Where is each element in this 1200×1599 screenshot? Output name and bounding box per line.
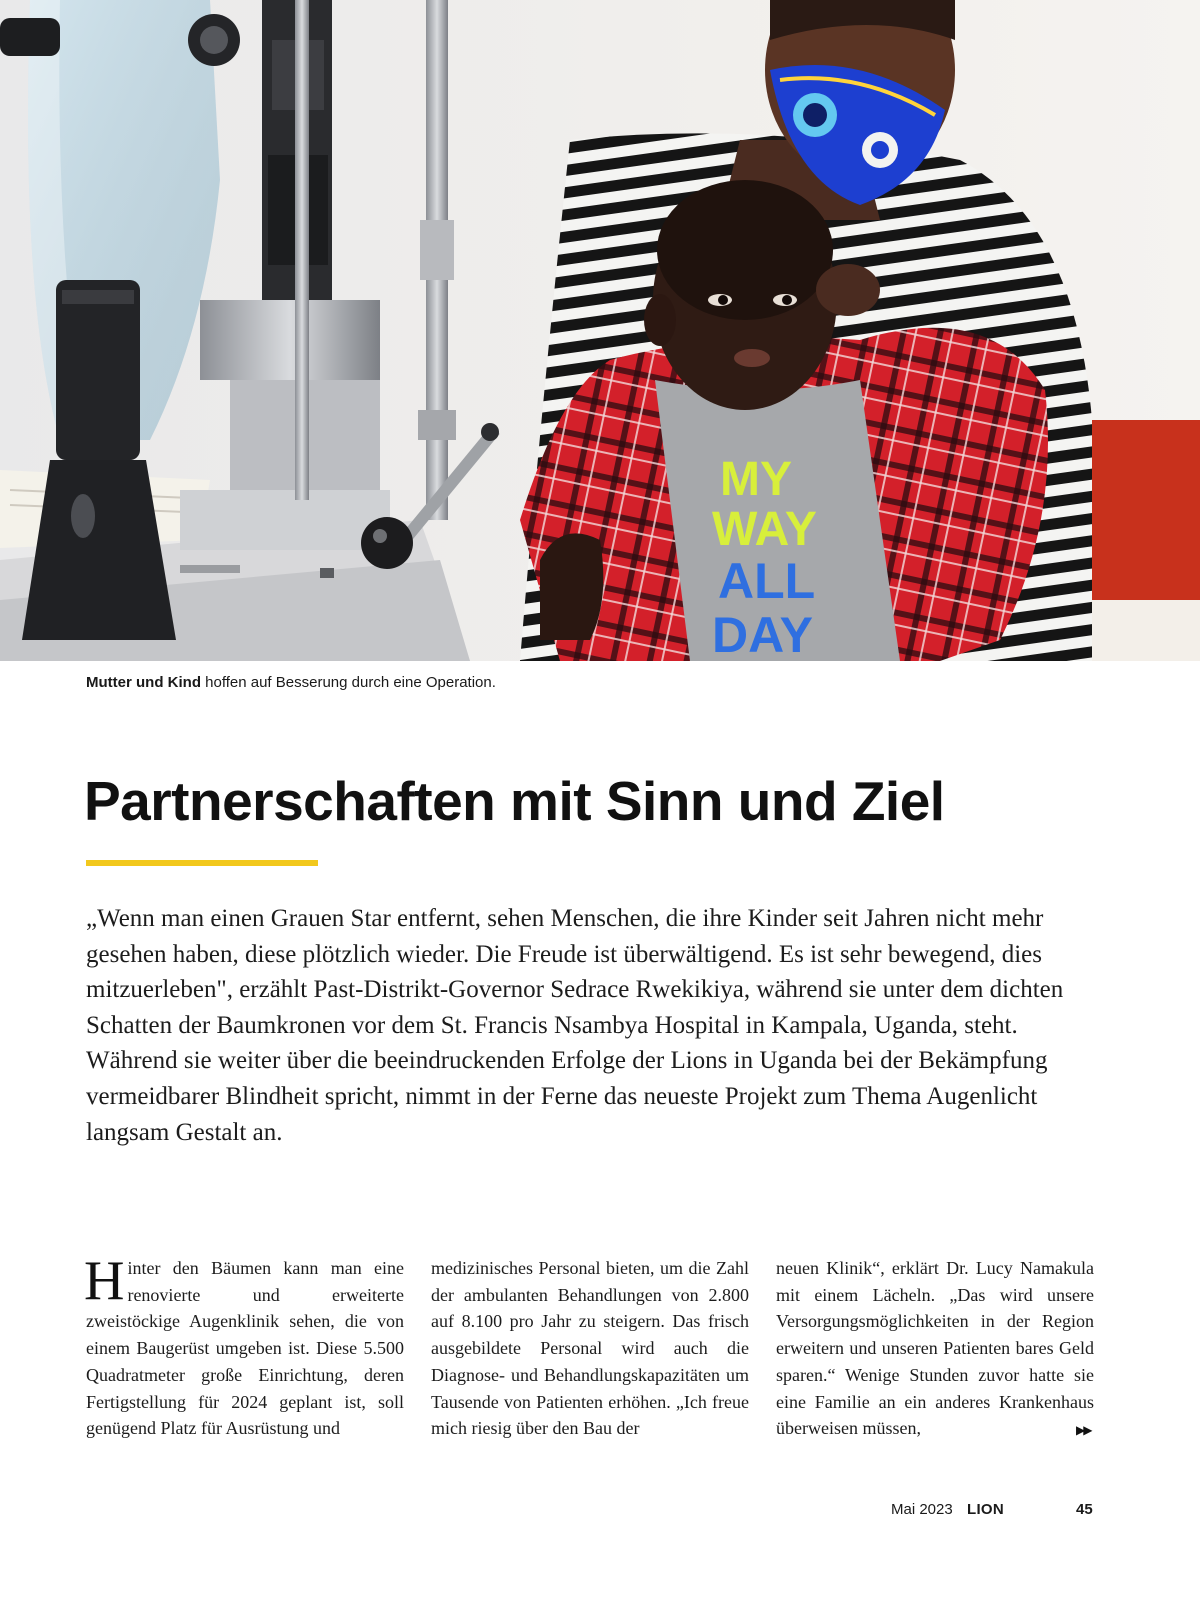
hero-photo bbox=[0, 0, 1200, 661]
page-number: 45 bbox=[1076, 1501, 1093, 1518]
body-column-3: neuen Klinik“, erklärt Dr. Lucy Namakula mit einem Lächeln. „Das wird unsere Versorgungsmöglichkeiten in der Region erweitern und unseren Patienten bares Geld sparen.“ Wenige Stunden zuvor hatte sie eine Familie an ein anderes Krankenhaus überweisen müssen, bbox=[776, 1258, 1094, 1439]
article-headline: Partnerschaften mit Sinn und Ziel bbox=[84, 770, 945, 832]
caption-lead-in: Mutter und Kind bbox=[86, 674, 201, 691]
shirt-print-line-2: WAY bbox=[712, 503, 817, 556]
article-lead: „Wenn man einen Grauen Star entfernt, sehen Menschen, die ihre Kinder seit Jahren nicht mehr gesehen haben, diese plötzlich wieder. Die Freude ist überwältigend. Es ist sehr bewegend, dies mitzuerleben", erzählt Past-Distrikt-Governor Sedrace Rwekikiya, während sie unter dem dichten Schatten der Baumkronen vor dem St. Francis Nsambya Hospital in Kampala, Uganda, steht. Während sie weiter über die beeindruckenden Erfolge der Lions in Uganda bei der Bekämpfung vermeidbarer Blindheit spricht, nimmt in der Ferne das neueste Projekt zum Thema Augenlicht langsam Gestalt an. bbox=[86, 905, 1064, 1146]
shirt-print-line-1: MY bbox=[720, 453, 792, 506]
body-column-2: medizinisches Personal bieten, um die Zahl der ambulanten Behandlungen von 2.800 auf 8.100 pro Jahr zu steigern. Das frisch ausgebildete Personal wird auch die Diagnose- und Behandlungskapazitäten um Tausende von Patienten erhöhen. „Ich freue mich riesig über den Bau der bbox=[431, 1258, 749, 1439]
hero-photo-illustration bbox=[0, 0, 1200, 661]
photo-caption bbox=[86, 673, 1106, 693]
drop-cap: H bbox=[84, 1250, 125, 1312]
body-column-1 bbox=[84, 1250, 404, 1442]
continue-arrow-icon: ▶▶ bbox=[1076, 1423, 1091, 1437]
shirt-print-line-4: DAY bbox=[712, 607, 813, 661]
footer-magazine-name: LION bbox=[967, 1501, 1005, 1518]
footer-date: Mai 2023 bbox=[891, 1501, 953, 1518]
body-column-1-text: inter den Bäumen kann man eine renovierte und erweiterte zweistöckige Augenklinik sehen, die von einem Baugerüst umgeben ist. Diese 5.500 Quadratmeter große Einrichtung, deren Fertigstellung für 2024 geplant ist, soll genügend Platz für Ausrüstung und bbox=[86, 1258, 404, 1439]
accent-rule bbox=[86, 860, 318, 866]
caption-text: hoffen auf Besserung durch eine Operation. bbox=[200, 674, 496, 691]
shirt-print-line-3: ALL bbox=[718, 553, 816, 609]
